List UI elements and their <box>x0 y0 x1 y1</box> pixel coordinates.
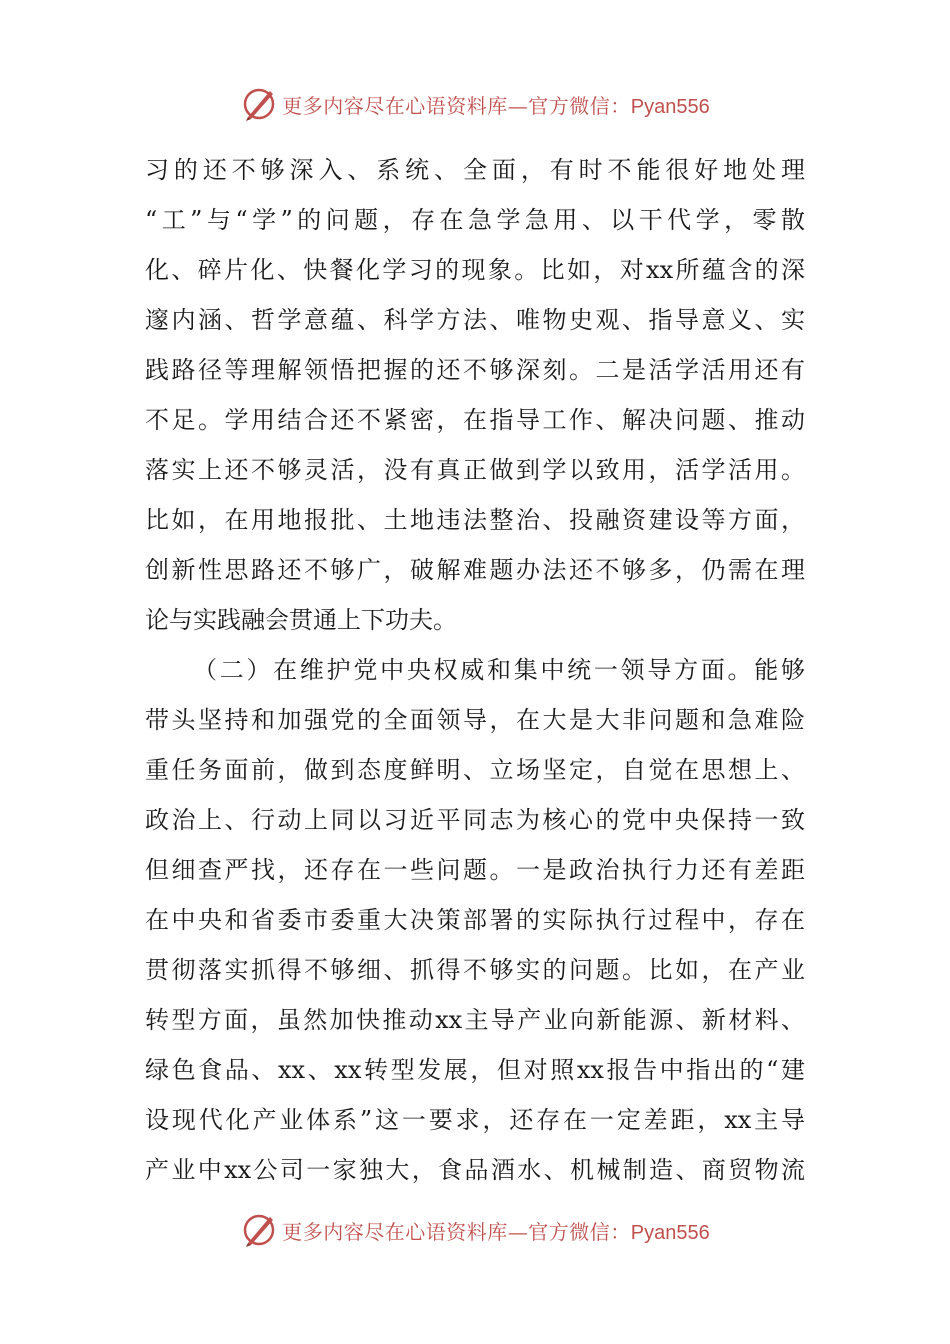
pen-logo-icon <box>240 85 278 123</box>
text-line: 落实上还不够灵活，没有真正做到学以致用，活学活用。 <box>145 456 805 484</box>
text-line: “工”与“学”的问题，存在急学急用、以干代学，零散 <box>145 206 805 234</box>
text-line: 转型方面，虽然加快推动xx主导产业向新能源、新材料、 <box>145 1006 805 1034</box>
footer-watermark-banner <box>0 1208 950 1252</box>
document-body <box>145 145 805 1195</box>
text-line: 邃内涵、哲学意蕴、科学方法、唯物史观、指导意义、实 <box>145 306 805 334</box>
header-banner-text: 更多内容尽在心语资料库—官方微信： <box>282 93 631 118</box>
text-line: 践路径等理解领悟把握的还不够深刻。二是活学活用还有 <box>145 356 805 384</box>
text-line: 贯彻落实抓得不够细、抓得不够实的问题。比如，在产业 <box>145 956 805 984</box>
footer-wechat-id: Pyan556 <box>630 1221 710 1244</box>
text-line: 创新性思路还不够广，破解难题办法还不够多，仍需在理 <box>145 556 805 584</box>
text-line: 重任务面前，做到态度鲜明、立场坚定，自觉在思想上、 <box>145 756 805 784</box>
section-heading-line: （二）在维护党中央权威和集中统一领导方面。能够 <box>193 656 805 684</box>
text-line: 化、碎片化、快餐化学习的现象。比如，对xx所蕴含的深 <box>145 256 805 284</box>
text-line: 绿色食品、xx、xx转型发展，但对照xx报告中指出的“建 <box>145 1056 805 1084</box>
text-line: 带头坚持和加强党的全面领导，在大是大非问题和急难险 <box>145 706 805 734</box>
text-line: 产业中xx公司一家独大，食品酒水、机械制造、商贸物流 <box>145 1156 805 1184</box>
text-line: 政治上、行动上同以习近平同志为核心的党中央保持一致 <box>145 806 805 834</box>
footer-banner-text: 更多内容尽在心语资料库—官方微信： <box>282 1219 631 1244</box>
text-line: 习的还不够深入、系统、全面，有时不能很好地处理 <box>145 156 805 184</box>
text-line: 比如，在用地报批、土地违法整治、投融资建设等方面， <box>145 506 805 534</box>
text-line: 但细查严找，还存在一些问题。一是政治执行力还有差距 <box>145 856 805 884</box>
text-line: 不足。学用结合还不紧密，在指导工作、解决问题、推动 <box>145 406 805 434</box>
pen-logo-icon <box>240 1211 278 1249</box>
text-line: 在中央和省委市委重大决策部署的实际执行过程中，存在 <box>145 906 805 934</box>
paragraph-1 <box>145 145 805 645</box>
text-line: 设现代化产业体系”这一要求，还存在一定差距，xx主导 <box>145 1106 805 1134</box>
header-wechat-id: Pyan556 <box>630 95 710 118</box>
text-line: 论与实践融会贯通上下功夫。 <box>145 606 457 634</box>
paragraph-2 <box>145 645 805 1195</box>
header-watermark-banner <box>0 82 950 126</box>
